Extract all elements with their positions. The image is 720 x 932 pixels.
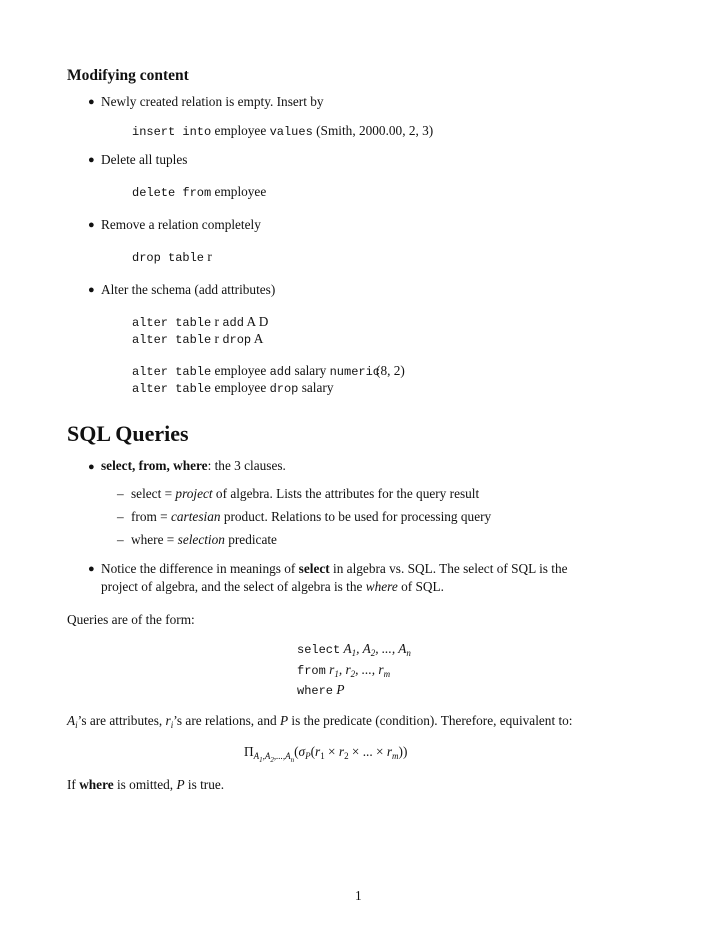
math-expression: P [336,682,345,697]
sql-keyword: drop [222,333,252,347]
text: where = [131,532,175,547]
sql-keyword: from [297,664,326,678]
bullet-icon: ● [88,563,95,575]
text: predicate [228,532,277,547]
bullet-text [101,579,444,596]
bullet-icon: ● [88,219,95,231]
bullet-text: Newly created relation is empty. Insert by [101,94,324,109]
text: project of algebra, and the select of algebra is the [101,579,363,594]
sql-keyword: alter table [132,333,212,347]
sub-bullet-text [131,486,479,503]
text: If [67,777,76,792]
page-number: 1 [355,888,362,903]
text: is true. [187,777,225,792]
bullet-text: Delete all tuples [101,152,188,167]
section-heading-modifying-content: Modifying content [67,67,189,84]
sql-keyword: drop [269,382,299,396]
bullet-icon: ● [88,96,95,108]
code-text: r [214,331,219,346]
text: is the predicate (condition). Therefore, equivalent to: [288,713,573,728]
text: select = [131,486,173,501]
relational-algebra-formula: $\Pi_{A_1,A_2,...,A_n}(\sigma_P(r_1 \times r_2$ × ... × $r_m$)) [244,744,408,764]
code-line-drop [132,249,212,266]
code-text: r [214,314,219,329]
paragraph: Queries are of the form: [67,612,195,627]
emph-text: project [175,486,213,501]
text: ’s are attributes, [77,713,166,728]
sql-keyword: delete from [132,186,212,200]
text: of SQL. [401,579,444,594]
code-text: (Smith, 2000.00, 2, 3) [316,123,434,138]
sql-keyword: drop table [132,251,205,265]
code-text: A D [246,314,269,329]
paragraph: $A_i’s$ are attributes, $r_i’s$ are relations, and P is the predicate (condition). Therefore, equivalent to: [67,713,573,730]
query-where-line [297,682,344,699]
sql-keyword: add [222,316,244,330]
text: from = [131,509,168,524]
emph-text: selection [177,532,225,547]
sql-keyword: alter table [132,365,212,379]
code-text: employee [214,184,267,199]
sql-keyword: alter table [132,316,212,330]
query-select-line [297,641,411,658]
bullet-text [101,561,656,578]
sub-bullet-text [131,532,277,549]
code-text: employee [214,380,267,395]
sql-keyword: numeric [329,365,381,379]
code-text: r [207,249,212,264]
query-from-line [297,662,390,679]
sql-keyword: values [269,125,313,139]
text: of algebra. Lists the attributes for the query result [215,486,480,501]
math-expression: $r_1$, $r_2$, ..., $r_m$ [329,662,391,679]
text: product. Relations to be used for processing query [223,509,492,524]
code-line-delete [132,184,266,201]
code-text: employee [214,123,267,138]
text: in algebra vs. SQL. The select of SQL is the [333,561,568,576]
code-line-alter [132,331,263,348]
code-text: employee [214,363,267,378]
sub-bullet-dash: – [117,532,124,547]
sub-bullet-dash: – [117,486,124,501]
code-text: salary [301,380,334,395]
sql-keyword: insert into [132,125,212,139]
sub-bullet-text [131,509,491,526]
bold-text: where [79,777,114,792]
bullet-text: Alter the schema (add attributes) [101,282,276,297]
sub-bullet-dash: – [117,509,124,524]
text: ’s are relations, and [173,713,280,728]
code-line-insert [132,123,433,140]
sql-keyword: select [297,643,341,657]
code-line-alter [132,363,405,380]
text: : the 3 clauses. [207,458,286,473]
bullet-icon: ● [88,284,95,296]
emph-text: cartesian [171,509,221,524]
bold-text: select, from, where [101,458,208,473]
code-text: salary [294,363,327,378]
code-text: A [253,331,264,346]
sql-keyword: add [269,365,292,379]
text: is omitted, [116,777,174,792]
code-line-alter [132,380,333,397]
emph-text: where [365,579,398,594]
section-heading-sql-queries: SQL Queries [67,421,189,446]
sql-keyword: alter table [132,382,212,396]
bullet-icon: ● [88,461,95,473]
code-text: (8, 2) [376,363,405,378]
text: Notice the difference in meanings of [101,561,296,576]
paragraph: If where is omitted, P is true. [67,777,225,792]
bullet-text [101,458,286,475]
bold-text: select [298,561,330,576]
bullet-icon: ● [88,154,95,166]
sql-keyword: where [297,684,334,698]
math-expression: $A_1$, $A_2$, ..., $A_n$ [343,641,411,658]
code-line-alter [132,314,268,331]
bullet-text: Remove a relation completely [101,217,261,232]
